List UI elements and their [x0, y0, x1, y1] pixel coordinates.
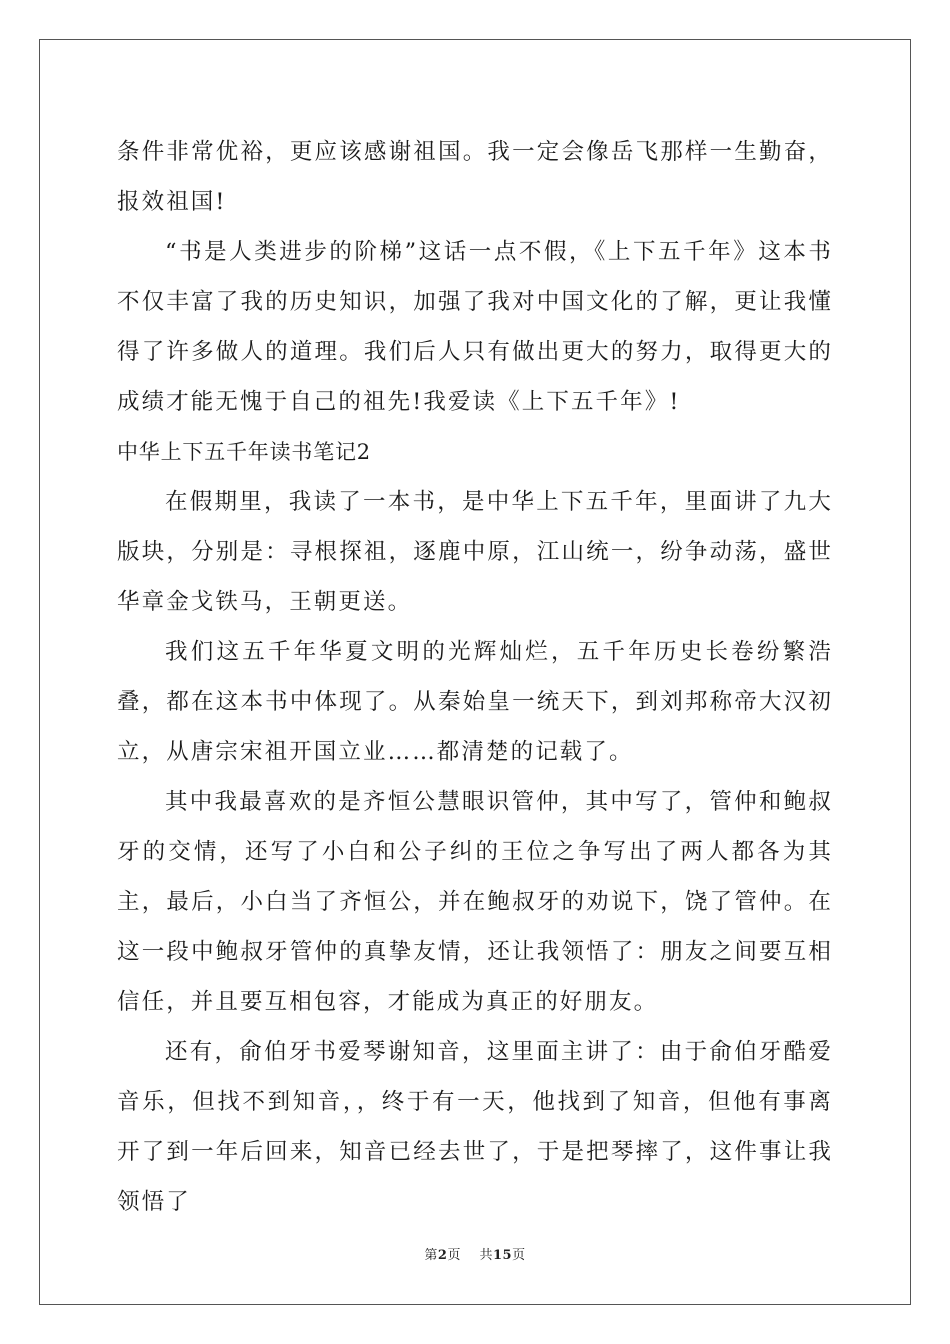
page-current: 2	[437, 1248, 448, 1263]
paragraph: 我们这五千年华夏文明的光辉灿烂，五千年历史长卷纷繁浩叠，都在这本书中体现了。从秦始皇一统天下，到刘邦称帝大汉初立，从唐宗宋祖开国立业……都清楚的记载了。	[117, 639, 833, 765]
paragraph: 其中我最喜欢的是齐恒公慧眼识管仲，其中写了，管仲和鲍叔牙的交情，还写了小白和公子纠的王位之争写出了两人都各为其主，最后，小白当了齐恒公，并在鲍叔牙的劝说下，饶了管仲。在这一段中鲍叔牙管仲的真挚友情，还让我领悟了：朋友之间要互相信任，并且要互相包容，才能成为真正的好朋友。	[117, 789, 833, 1015]
total-prefix: 共	[479, 1248, 493, 1263]
page-unit: 页	[447, 1248, 461, 1263]
paragraph: 还有，俞伯牙书爱琴谢知音，这里面主讲了：由于俞伯牙酷爱音乐，但找不到知音，，终于有一天，他找到了知音，但他有事离开了到一年后回来，知音已经去世了，于是把琴摔了，这件事让我领悟了	[117, 1039, 833, 1215]
page-footer	[0, 1244, 950, 1263]
section-title: 中华上下五千年读书笔记2	[117, 440, 371, 464]
paragraph: 在假期里，我读了一本书，是中华上下五千年，里面讲了九大版块，分别是：寻根探祖，逐鹿中原，江山统一，纷争动荡，盛世华章金戈铁马，王朝更送。	[117, 489, 833, 615]
paragraph: 条件非常优裕，更应该感谢祖国。我一定会像岳飞那样一生勤奋，报效祖国!	[117, 139, 833, 215]
page-total: 15	[493, 1248, 513, 1263]
page-prefix: 第	[424, 1248, 438, 1263]
total-unit: 页	[512, 1248, 526, 1263]
document-body	[117, 127, 833, 1227]
paragraph: “书是人类进步的阶梯”这话一点不假，《上下五千年》这本书不仅丰富了我的历史知识，加强了我对中国文化的了解，更让我懂得了许多做人的道理。我们后人只有做出更大的努力，取得更大的成绩才能无愧于自己的祖先!我爱读《上下五千年》!	[117, 239, 833, 415]
